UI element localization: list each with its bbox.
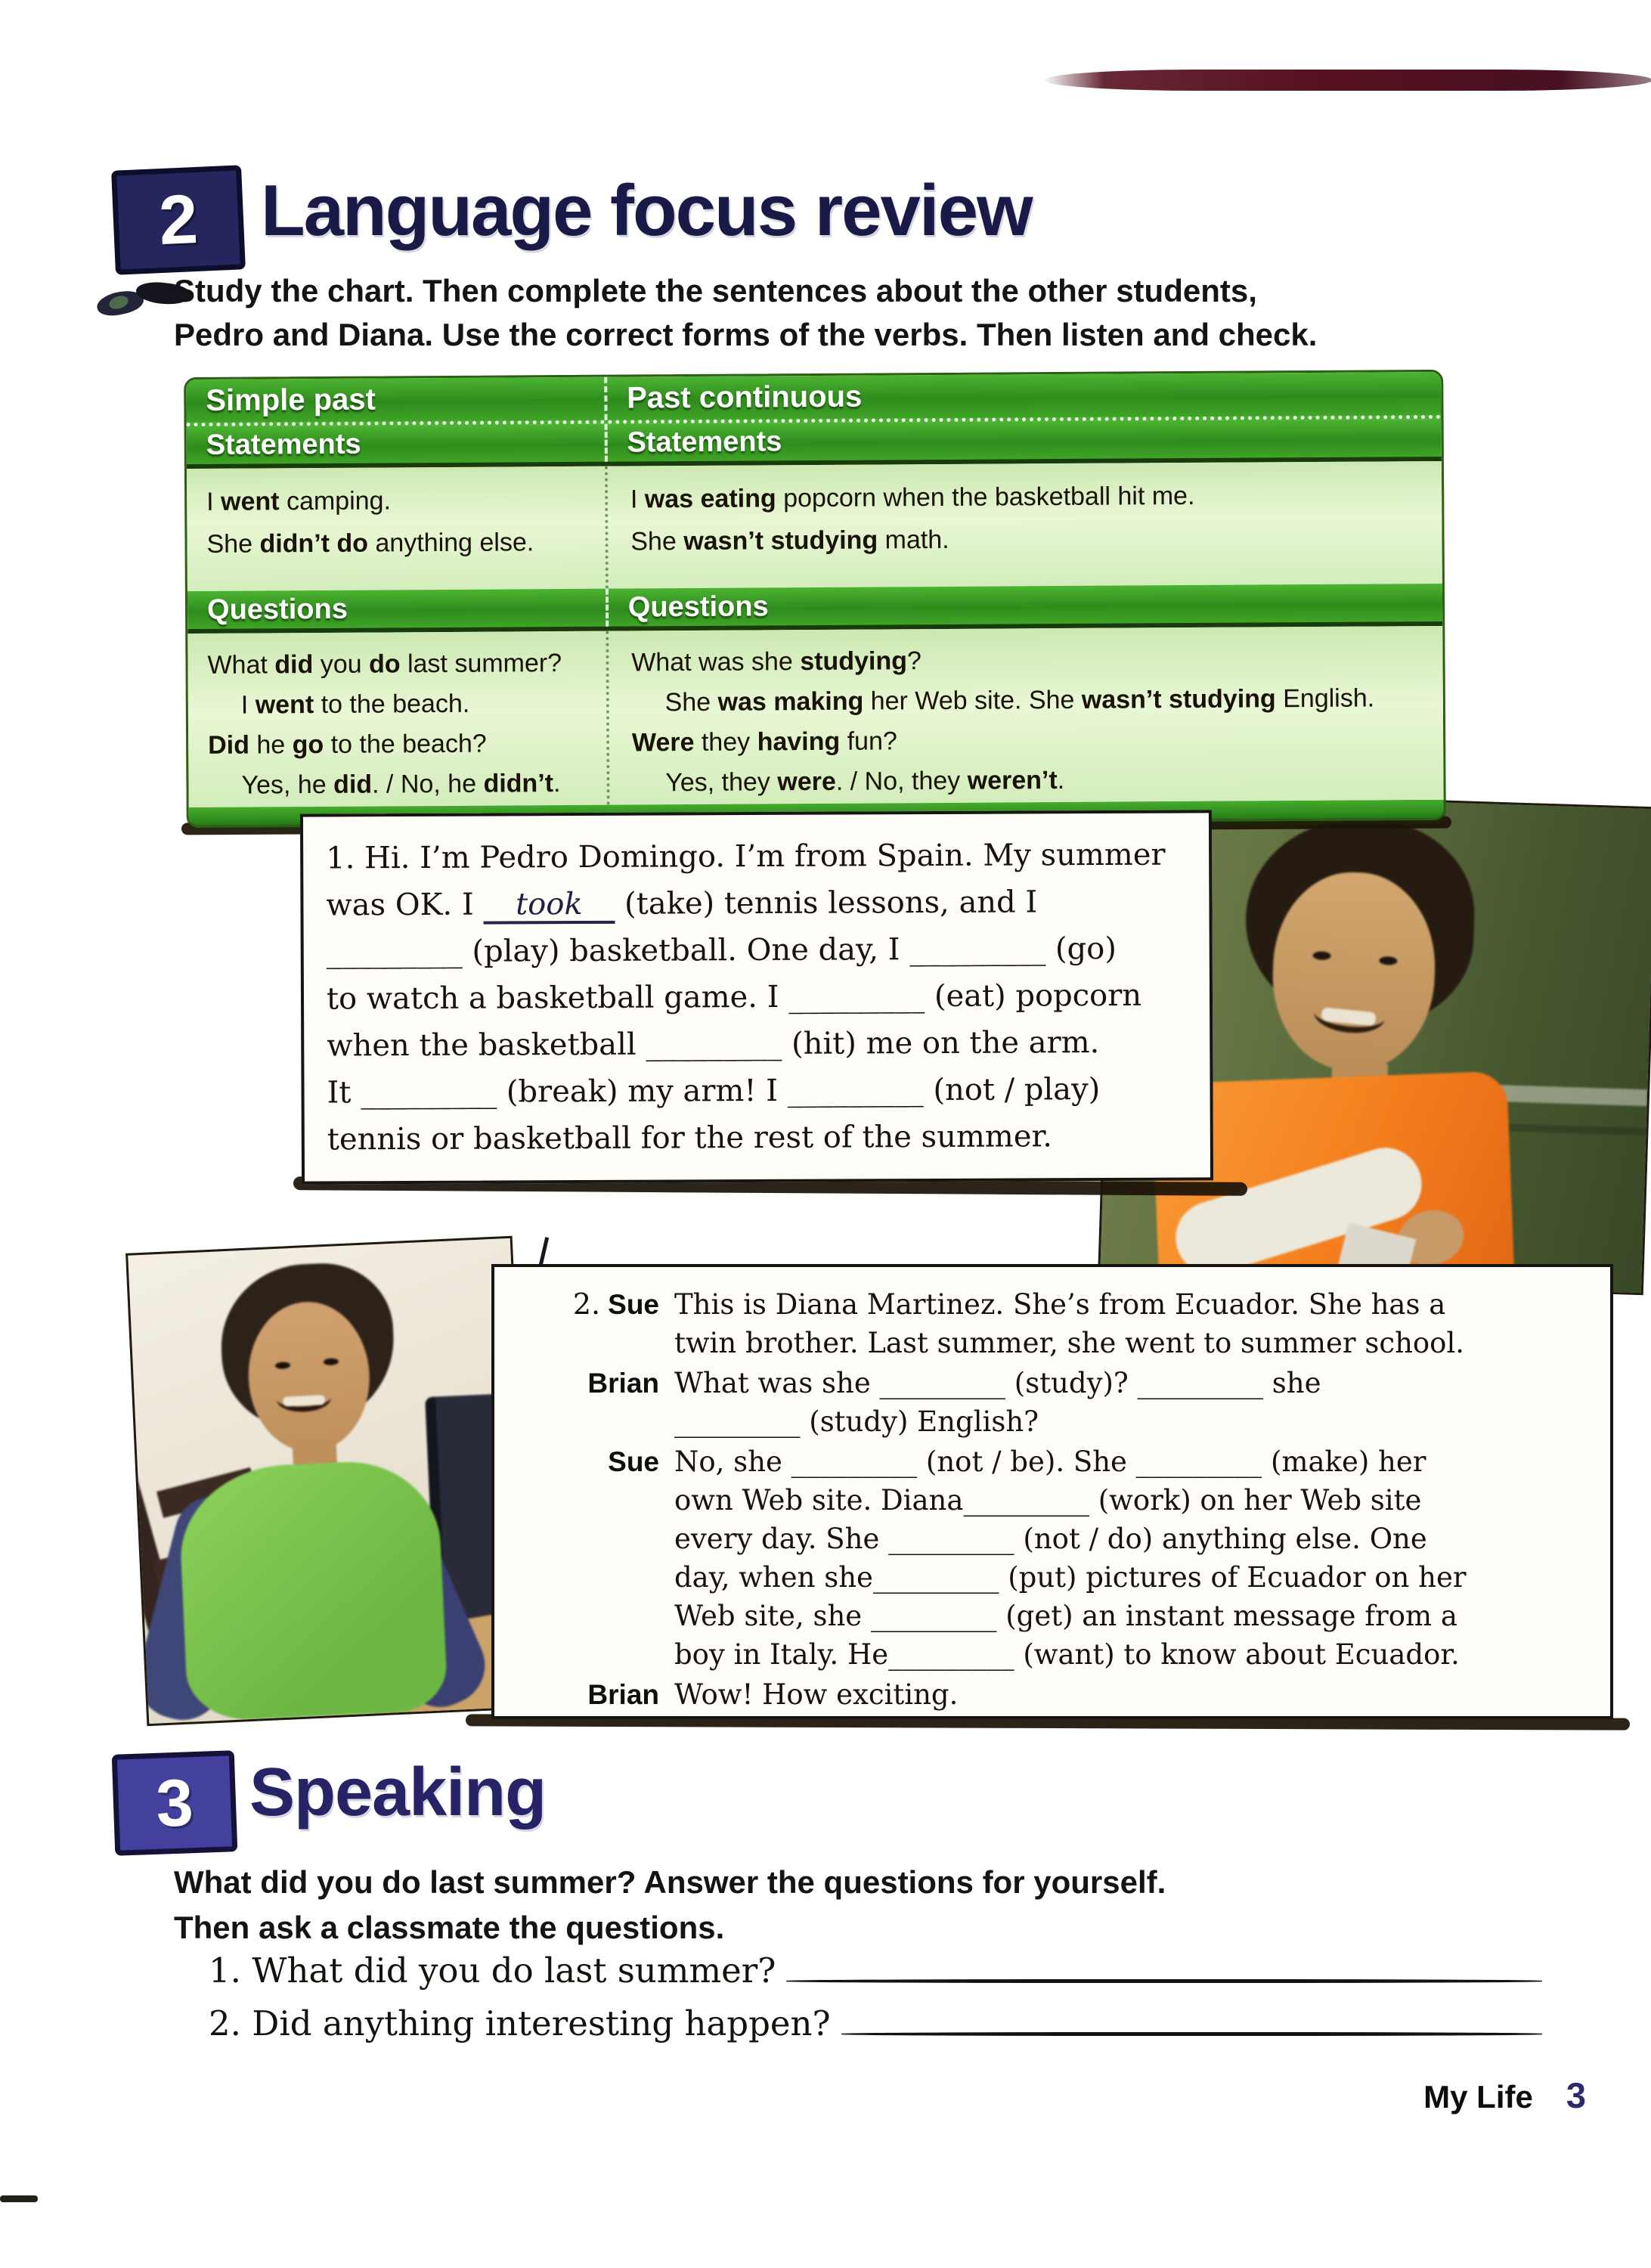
chart-header-simple-past: Simple past	[206, 383, 376, 417]
section2-title: Language focus review	[261, 170, 1032, 251]
chart-header-past-continuous: Past continuous	[604, 372, 1442, 420]
answer-line: Yes, he did. / No, he didn’t.	[241, 769, 561, 800]
exercise2-card	[491, 1264, 1613, 1719]
statement-line: I was eating popcorn when the basketball hit me.	[630, 481, 1195, 514]
dialog-text: No, she _________ (not / be). She _________ (make) her own Web site. Diana_________ (work) on her Web site every day. She _________ (not / do) anything else. One day, when she_________ (put) pictures of Ecuador on her Web site, she _________ (get) an instant message from a boy in Italy. He_________ (want) to know about Ecuador.	[674, 1445, 1467, 1671]
chart-questions-label-right: Questions	[606, 584, 1443, 627]
dialog-row	[517, 1442, 1592, 1674]
exercise1-card	[300, 810, 1213, 1184]
question-text: 1. What did you do last summer?	[209, 1950, 776, 1991]
chart-questions-label-left: Questions	[206, 593, 348, 626]
chart-questions-body-row	[187, 626, 1443, 807]
section2-instructions	[174, 269, 1338, 357]
statement-line: She wasn’t studying math.	[630, 525, 949, 556]
dialog-text: What was she _________ (study)? _________ she _________ (study) English?	[674, 1367, 1321, 1438]
diana-teeth	[283, 1395, 326, 1407]
book-title: My Life	[1423, 2079, 1533, 2115]
diana-green-vest	[177, 1458, 448, 1722]
pedro-face	[1270, 870, 1438, 1074]
section3-number-badge	[112, 1750, 238, 1856]
instructions-line2: Pedro and Diana. Use the correct forms of the verbs. Then listen and check.	[174, 316, 1318, 352]
exercise1-text: 1. Hi. I’m Pedro Domingo. I’m from Spain. My summer was OK. I took (take) tennis lessons, and I _________ (play) basketball. One day, I _________ (go) to watch a basketball game. I _________ (eat) popcorn when the basketball _________ (hit) me on the arm. It _________ (break) my arm! I _________ (not / play) tennis or basketball for the rest of the summer.	[326, 837, 1166, 1157]
chart-questions-header-row	[187, 584, 1442, 634]
speaker-name: Sue	[608, 1289, 659, 1320]
dialog-text: Wow! How exciting.	[674, 1678, 959, 1711]
speaker-label: Brian	[587, 1679, 659, 1710]
speaking-instructions-line1: What did you do last summer? Answer the questions for yourself.	[174, 1864, 1166, 1900]
statement-line: I went camping.	[206, 486, 392, 516]
chart-statements-label-right: Statements	[604, 419, 1442, 462]
speaker-label	[517, 1285, 659, 1362]
dialog-row	[517, 1285, 1592, 1362]
speaker-label: Brian	[587, 1368, 659, 1399]
page-footer	[1423, 2074, 1586, 2116]
dialog-text: This is Diana Martinez. She’s from Ecuador. She has a twin brother. Last summer, she went to summer school.	[674, 1288, 1465, 1359]
scan-dash-artifact	[0, 2195, 38, 2202]
question-line: Did he go to the beach?	[208, 729, 487, 760]
section2-number: 2	[157, 180, 200, 259]
grammar-chart	[184, 370, 1446, 828]
question-line: What did you do last summer?	[207, 649, 562, 680]
photo-diana	[125, 1236, 534, 1727]
pedro-eye	[1312, 951, 1330, 960]
speaking-question-2	[209, 2003, 1544, 2043]
scan-streak-artifact	[1043, 70, 1651, 91]
answer-line: I went to the beach.	[240, 689, 470, 720]
pedro-eye	[1379, 956, 1397, 965]
speaking-question-1	[209, 1950, 1544, 1991]
answer-line: Yes, they were. / No, they weren’t.	[665, 765, 1065, 798]
question-line: What was she studying?	[631, 646, 922, 677]
chart-questions-past-continuous	[606, 626, 1444, 805]
exercise2-number: 2.	[572, 1287, 601, 1321]
question-line: Were they having fun?	[631, 727, 897, 758]
answer-line: She was making her Web site. She wasn’t studying English.	[664, 683, 1375, 717]
answer-blank-line	[786, 1979, 1542, 1983]
speaker-label: Sue	[608, 1446, 659, 1477]
chart-statements-body-row	[187, 461, 1442, 591]
page-number: 3	[1566, 2075, 1586, 2115]
chart-tense-header-row	[186, 372, 1441, 426]
chart-statements-simple-past	[187, 466, 606, 591]
section2-number-badge	[111, 165, 246, 274]
section3-instructions	[174, 1860, 1383, 1950]
chart-statements-label-left: Statements	[206, 428, 361, 461]
section3-number: 3	[154, 1765, 195, 1841]
chart-statements-past-continuous	[605, 461, 1442, 589]
speaking-instructions-line2: Then ask a classmate the questions.	[174, 1909, 725, 1945]
instructions-line1: Study the chart. Then complete the sentences about the other students,	[174, 273, 1257, 308]
section3-title: Speaking	[249, 1755, 547, 1830]
dialog-row	[517, 1364, 1592, 1441]
chart-questions-simple-past	[187, 631, 606, 807]
question-text: 2. Did anything interesting happen?	[209, 2003, 831, 2043]
chart-statements-header-row	[187, 419, 1442, 469]
statement-line: She didn’t do anything else.	[206, 528, 534, 559]
answer-blank-line	[841, 2032, 1542, 2036]
dialog-row	[517, 1675, 1592, 1714]
